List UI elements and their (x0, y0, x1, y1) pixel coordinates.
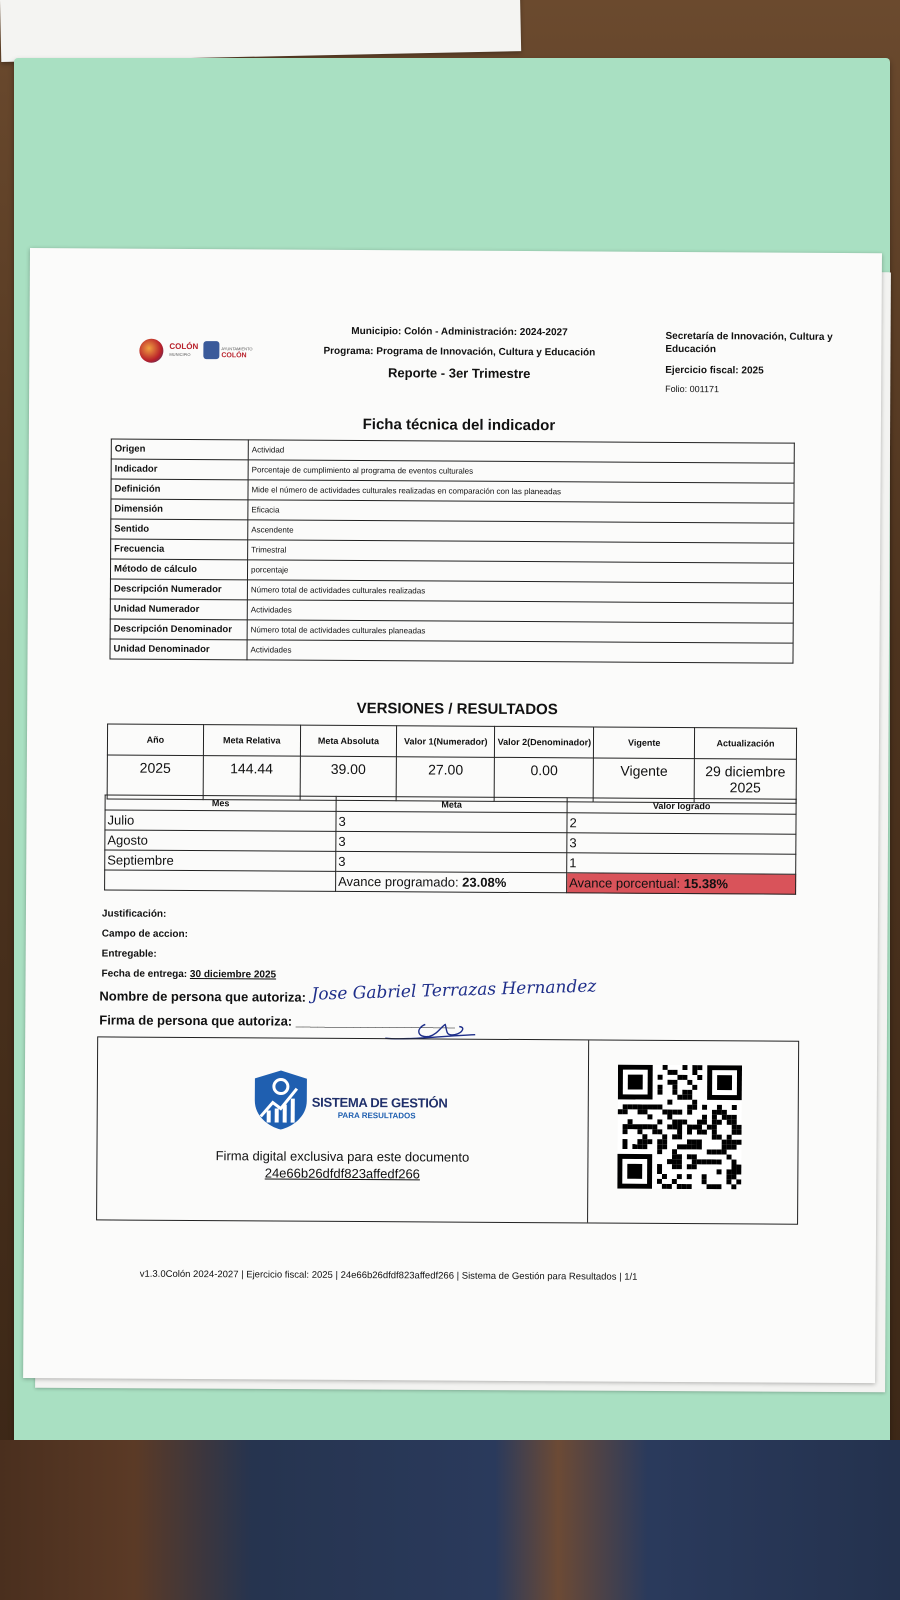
ficha-row (110, 639, 793, 663)
versiones-title: VERSIONES / RESULTADOS (356, 700, 558, 719)
justificacion-label: Justificación: (101, 908, 167, 920)
floor-and-legs (0, 1440, 900, 1600)
ficha-label: Dimensión (111, 499, 248, 520)
mes-cell: Julio (105, 810, 336, 831)
ficha-value: Actividades (247, 600, 793, 623)
ficha-label: Descripción Denominador (110, 619, 247, 640)
versiones-header: Meta Relativa (203, 725, 300, 757)
ficha-value: Trimestral (248, 540, 794, 563)
ficha-value: Mide el número de actividades culturales realizadas en comparación con las planeadas (248, 480, 794, 503)
campo-label: Campo de accion: (101, 928, 188, 940)
ficha-value: Actividad (248, 440, 794, 463)
versiones-table (107, 723, 797, 803)
versiones-value: 39.00 (300, 756, 397, 801)
ficha-value: porcentaje (247, 560, 793, 583)
report-title: Reporte - 3er Trimestre (388, 365, 531, 382)
versiones-value: 27.00 (396, 757, 494, 802)
versiones-value: 29 diciembre 2025 (694, 759, 796, 804)
valor-cell: 2 (567, 813, 796, 834)
avance-porcentual: Avance porcentual: 15.38% (567, 873, 796, 894)
ficha-label: Sentido (111, 519, 248, 540)
municipio-line: Municipio: Colón - Administración: 2024-2027 (351, 325, 568, 339)
ficha-value: Eficacia (248, 500, 794, 523)
ficha-value: Actividades (247, 640, 793, 663)
digital-seal-box (96, 1036, 799, 1224)
avance-programado: Avance programado: 23.08% (336, 871, 567, 892)
valor-cell: 1 (567, 853, 796, 874)
versiones-header: Actualización (695, 728, 797, 760)
colon-logo-2: AYUNTAMIENTO COLÓN (221, 346, 253, 360)
mes-cell: Septiembre (105, 850, 336, 871)
header-logos (139, 337, 259, 368)
qr-code-icon (617, 1065, 742, 1190)
fecha-entrega: Fecha de entrega: 30 diciembre 2025 (101, 968, 277, 981)
valor-header: Valor logrado (567, 798, 796, 814)
ficha-table (109, 438, 794, 663)
ficha-label: Unidad Numerador (110, 599, 247, 620)
meta-header: Meta (336, 796, 567, 812)
ficha-label: Indicador (111, 459, 248, 480)
report-sheet (23, 248, 882, 1383)
sgr-shield-icon (253, 1068, 309, 1130)
versiones-value: 144.44 (203, 756, 300, 801)
mes-header: Mes (105, 795, 336, 811)
monthly-table (104, 794, 797, 894)
entregable-label: Entregable: (101, 948, 157, 960)
header-right (665, 330, 845, 397)
ficha-label: Definición (111, 479, 248, 500)
meta-cell: 3 (336, 831, 567, 852)
hash-code: 24e66b26dfdf823affedf266 (264, 1165, 420, 1182)
ficha-label: Descripción Numerador (110, 579, 247, 600)
secretaria-line: Secretaría de Innovación, Cultura y Educación (665, 330, 833, 356)
versiones-header: Valor 1(Numerador) (397, 726, 495, 758)
versiones-value: 0.00 (495, 757, 594, 802)
sgr-subtitle: PARA RESULTADOS (337, 1110, 416, 1121)
versiones-value: 2025 (107, 755, 203, 800)
meta-cell: 3 (336, 811, 567, 832)
sgr-title: SISTEMA DE GESTIÓN (311, 1094, 448, 1111)
ficha-value: Número total de actividades culturales realizadas (247, 580, 793, 603)
versiones-value: Vigente (593, 758, 694, 803)
meta-cell: 3 (336, 851, 567, 872)
ficha-label: Método de cálculo (110, 559, 247, 580)
valor-cell: 3 (567, 833, 796, 854)
ficha-title: Ficha técnica del indicador (362, 416, 556, 435)
firma-label: Firma de persona que autoriza: ______________________ (99, 1012, 455, 1030)
shield-emblem-icon (203, 341, 219, 359)
versiones-header: Meta Absoluta (300, 725, 397, 757)
ejercicio-line: Ejercicio fiscal: 2025 (665, 364, 764, 377)
nombre-label: Nombre de persona que autoriza: (99, 988, 307, 1005)
ficha-value: Ascendente (248, 520, 794, 543)
ficha-label: Frecuencia (111, 539, 248, 560)
ficha-value: Número total de actividades culturales planeadas (247, 620, 793, 643)
footer-text: v1.3.0Colón 2024-2027 | Ejercicio fiscal: 2025 | 24e66b26dfdf823affedf266 | Sistema de Gestión para Resultados | 1/1 (139, 1268, 638, 1283)
programa-line: Programa: Programa de Innovación, Cultura y Educación (323, 345, 596, 359)
seal-divider (587, 1040, 589, 1222)
ficha-label: Origen (111, 439, 248, 460)
municipal-emblem-icon (139, 339, 163, 363)
versiones-header: Valor 2(Denominador) (495, 726, 594, 758)
versiones-header: Año (107, 724, 203, 756)
header-center (269, 325, 649, 390)
detalles-block (101, 908, 276, 989)
versiones-header: Vigente (594, 727, 695, 759)
ficha-label: Unidad Denominador (110, 639, 247, 660)
firma-digital-text: Firma digital exclusiva para este documento (215, 1148, 470, 1165)
mes-cell: Agosto (105, 830, 336, 851)
folio-line: Folio: 001171 (665, 383, 720, 395)
colon-logo: COLÓN MUNICIPIO (169, 341, 199, 357)
handwritten-name: Jose Gabriel Terrazas Hernandez (311, 976, 597, 1005)
stacked-paper-top (0, 0, 521, 62)
empty-cell (105, 870, 336, 891)
ficha-value: Porcentaje de cumplimiento al programa de eventos culturales (248, 460, 794, 483)
